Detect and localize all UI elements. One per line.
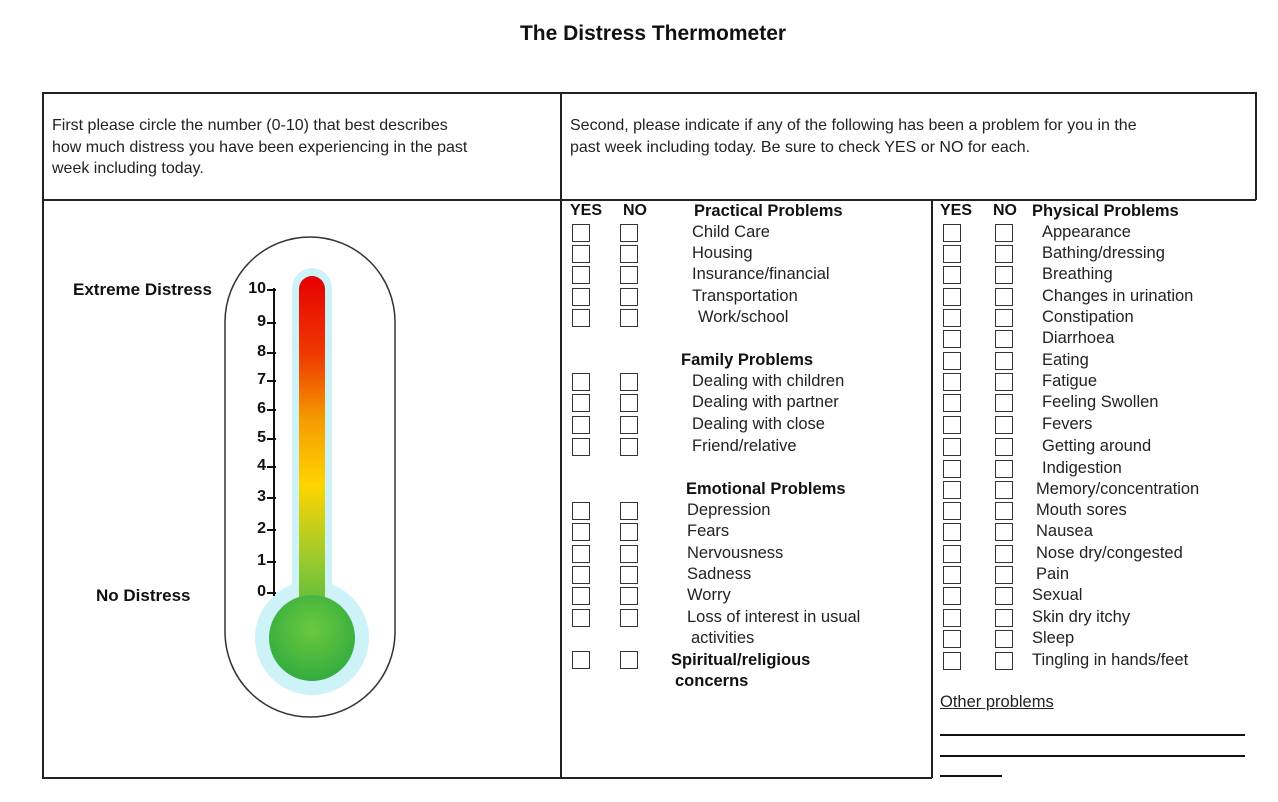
yes-header-physical: YES [940,202,973,219]
physical-item-label: Mouth sores [1036,501,1127,519]
thermometer-bulb [269,595,355,681]
write-in-line-3[interactable] [940,775,1002,777]
physical-item-label: Pain [1036,565,1070,583]
practical-no-checkbox[interactable] [620,266,638,284]
family-no-checkbox[interactable] [620,394,638,412]
physical-yes-checkbox[interactable] [943,502,961,520]
scale-number-6[interactable]: 6 [257,400,266,417]
physical-no-checkbox[interactable] [995,245,1013,263]
emotional-yes-checkbox[interactable] [572,609,590,627]
practical-item-label: Transportation [692,287,798,305]
family-yes-checkbox[interactable] [572,438,590,456]
table-right-border [1255,92,1257,200]
physical-no-checkbox[interactable] [995,394,1013,412]
physical-no-checkbox[interactable] [995,266,1013,284]
physical-yes-checkbox[interactable] [943,438,961,456]
thermometer-graphic [220,232,405,722]
emotional-no-checkbox[interactable] [620,502,638,520]
table-bottom-border [42,777,932,779]
physical-item-label: Eating [1042,351,1089,369]
scale-number-5[interactable]: 5 [257,429,266,446]
practical-yes-checkbox[interactable] [572,266,590,284]
emotional-item-label: Nervousness [687,544,784,562]
physical-no-checkbox[interactable] [995,609,1013,627]
physical-yes-checkbox[interactable] [943,288,961,306]
physical-problems-header: Physical Problems [1032,202,1179,220]
practical-no-checkbox[interactable] [620,288,638,306]
physical-yes-checkbox[interactable] [943,630,961,648]
emotional-problems-header: Emotional Problems [686,480,846,498]
practical-item-label: Housing [692,244,753,262]
no-distress-label: No Distress [96,586,191,605]
practical-yes-checkbox[interactable] [572,288,590,306]
family-no-checkbox[interactable] [620,373,638,391]
scale-number-2[interactable]: 2 [257,520,266,537]
other-problems-label: Other problems [940,693,1054,711]
physical-yes-checkbox[interactable] [943,416,961,434]
emotional-no-checkbox[interactable] [620,609,638,627]
scale-number-1[interactable]: 1 [257,552,266,569]
table-center-divider [560,92,562,778]
emotional-item-label: Fears [687,522,730,540]
practical-problems-header: Practical Problems [694,202,843,220]
practical-item-label: Child Care [692,223,770,241]
scale-number-7[interactable]: 7 [257,371,266,388]
family-no-checkbox[interactable] [620,438,638,456]
physical-item-label: Fevers [1042,415,1093,433]
physical-no-checkbox[interactable] [995,352,1013,370]
physical-yes-checkbox[interactable] [943,352,961,370]
spiritual-concerns-label-line2: concerns [675,672,749,690]
scale-number-9[interactable]: 9 [257,313,266,330]
physical-item-label: Feeling Swollen [1042,393,1159,411]
physical-yes-checkbox[interactable] [943,566,961,584]
emotional-yes-checkbox[interactable] [572,523,590,541]
practical-no-checkbox[interactable] [620,309,638,327]
physical-no-checkbox[interactable] [995,502,1013,520]
physical-item-label: Bathing/dressing [1042,244,1165,262]
physical-item-label: Fatigue [1042,372,1098,390]
no-header: NO [623,202,647,219]
page-title: The Distress Thermometer [519,22,787,45]
emotional-no-checkbox[interactable] [620,523,638,541]
emotional-no-checkbox[interactable] [620,566,638,584]
family-item-label: Dealing with children [692,372,845,390]
physical-yes-checkbox[interactable] [943,609,961,627]
physical-no-checkbox[interactable] [995,416,1013,434]
physical-yes-checkbox[interactable] [943,245,961,263]
table-left-border [42,92,44,778]
practical-no-checkbox[interactable] [620,245,638,263]
physical-item-label: Nose dry/congested [1036,544,1183,562]
physical-item-label: Tingling in hands/feet [1032,651,1189,669]
scale-tick [267,409,276,411]
no-header-physical: NO [993,202,1017,219]
scale-tick [267,380,276,382]
emotional-no-checkbox[interactable] [620,587,638,605]
yes-header: YES [570,202,603,219]
physical-no-checkbox[interactable] [995,373,1013,391]
physical-no-checkbox[interactable] [995,566,1013,584]
emotional-item-label: Loss of interest in usual [687,608,861,626]
physical-item-label: Indigestion [1042,459,1122,477]
physical-yes-checkbox[interactable] [943,460,961,478]
emotional-item-label: Sadness [687,565,752,583]
physical-item-label: Breathing [1042,265,1113,283]
emotional-no-checkbox[interactable] [620,545,638,563]
physical-yes-checkbox[interactable] [943,652,961,670]
physical-no-checkbox[interactable] [995,309,1013,327]
physical-no-checkbox[interactable] [995,630,1013,648]
scale-tick [267,352,276,354]
physical-yes-checkbox[interactable] [943,266,961,284]
thermometer-tube [299,276,325,636]
emotional-item-label: activities [691,629,755,647]
physical-no-checkbox[interactable] [995,652,1013,670]
family-no-checkbox[interactable] [620,416,638,434]
table-column-divider [931,199,933,778]
physical-no-checkbox[interactable] [995,523,1013,541]
spiritual-yes-checkbox[interactable] [572,651,590,669]
spiritual-concerns-label: Spiritual/religious [671,651,811,669]
emotional-yes-checkbox[interactable] [572,545,590,563]
practical-yes-checkbox[interactable] [572,224,590,242]
emotional-yes-checkbox[interactable] [572,502,590,520]
scale-tick [267,289,276,291]
family-item-label: Dealing with partner [692,393,839,411]
physical-no-checkbox[interactable] [995,460,1013,478]
write-in-line-1[interactable] [940,734,1245,736]
practical-item-label: Work/school [698,308,789,326]
physical-yes-checkbox[interactable] [943,481,961,499]
physical-yes-checkbox[interactable] [943,587,961,605]
practical-yes-checkbox[interactable] [572,245,590,263]
emotional-yes-checkbox[interactable] [572,566,590,584]
physical-item-label: Diarrhoea [1042,329,1115,347]
right-instruction: Second, please indicate if any of the following has been a problem for you in the past week including today. Be sure to check YES or NO for each. [570,117,1137,156]
physical-item-label: Sexual [1032,586,1083,604]
scale-tick [267,561,276,563]
physical-yes-checkbox[interactable] [943,545,961,563]
extreme-distress-label: Extreme Distress [73,280,212,299]
scale-tick [267,592,276,594]
physical-item-label: Constipation [1042,308,1134,326]
family-yes-checkbox[interactable] [572,394,590,412]
scale-number-8[interactable]: 8 [257,343,266,360]
family-yes-checkbox[interactable] [572,373,590,391]
physical-yes-checkbox[interactable] [943,309,961,327]
practical-no-checkbox[interactable] [620,224,638,242]
physical-item-label: Appearance [1042,223,1131,241]
scale-number-4[interactable]: 4 [257,457,266,474]
physical-item-label: Changes in urination [1042,287,1194,305]
scale-number-0[interactable]: 0 [257,583,266,600]
physical-yes-checkbox[interactable] [943,224,961,242]
scale-tick [267,497,276,499]
family-item-label: Dealing with close [692,415,825,433]
family-item-label: Friend/relative [692,437,797,455]
scale-tick [267,322,276,324]
physical-yes-checkbox[interactable] [943,394,961,412]
physical-item-label: Nausea [1036,522,1093,540]
physical-yes-checkbox[interactable] [943,330,961,348]
physical-no-checkbox[interactable] [995,545,1013,563]
table-top-border [42,92,1256,94]
physical-item-label: Getting around [1042,437,1152,455]
practical-item-label: Insurance/financial [692,265,830,283]
emotional-yes-checkbox[interactable] [572,587,590,605]
physical-no-checkbox[interactable] [995,288,1013,306]
scale-tick [267,466,276,468]
scale-number-10[interactable]: 10 [248,280,266,297]
left-instruction: First please circle the number (0-10) that best describes how much distress you have been experiencing in the past week including today. [52,117,468,177]
write-in-line-2[interactable] [940,755,1245,757]
table-mid-border [42,199,1256,201]
family-yes-checkbox[interactable] [572,416,590,434]
physical-no-checkbox[interactable] [995,224,1013,242]
physical-no-checkbox[interactable] [995,587,1013,605]
family-problems-header: Family Problems [681,351,814,369]
emotional-item-label: Depression [687,501,771,519]
scale-tick [267,438,276,440]
physical-item-label: Sleep [1032,629,1075,647]
physical-yes-checkbox[interactable] [943,523,961,541]
physical-no-checkbox[interactable] [995,330,1013,348]
scale-tick [267,529,276,531]
spiritual-no-checkbox[interactable] [620,651,638,669]
physical-item-label: Memory/concentration [1036,480,1200,498]
scale-number-3[interactable]: 3 [257,488,266,505]
physical-no-checkbox[interactable] [995,438,1013,456]
scale-axis [273,288,275,596]
physical-no-checkbox[interactable] [995,481,1013,499]
physical-item-label: Skin dry itchy [1032,608,1131,626]
practical-yes-checkbox[interactable] [572,309,590,327]
physical-yes-checkbox[interactable] [943,373,961,391]
emotional-item-label: Worry [687,586,731,604]
